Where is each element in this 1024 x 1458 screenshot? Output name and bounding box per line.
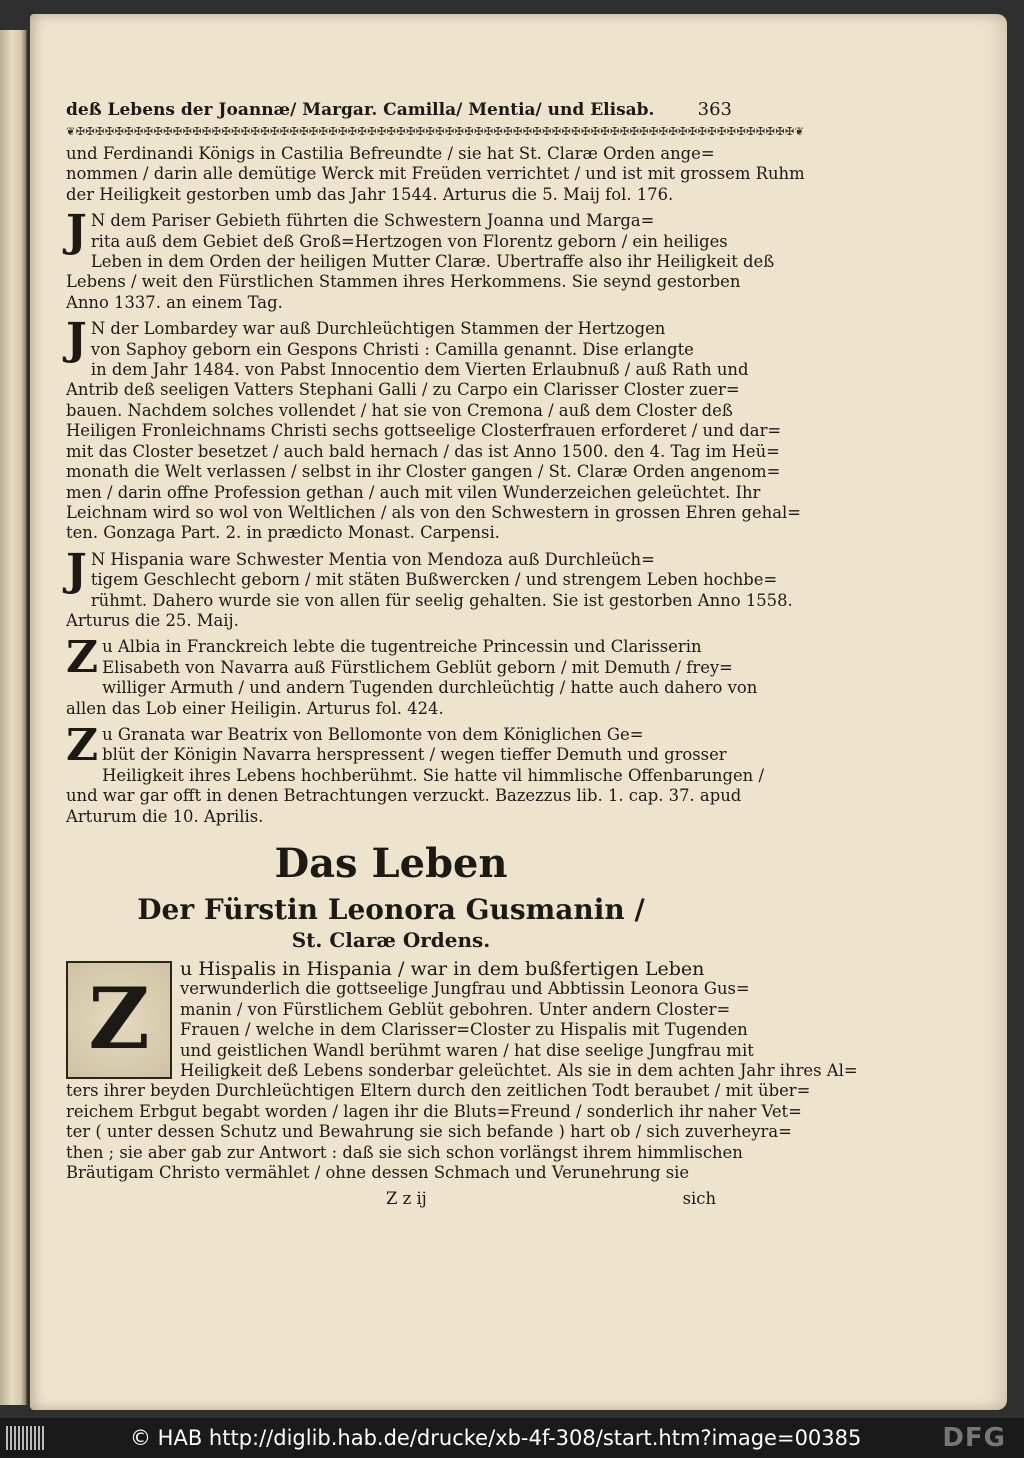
text-line: tigem Geschlecht geborn / mit stäten Bußwercken / und strengem Leben hochbe=: [90, 570, 778, 590]
text-line: rühmt. Dahero wurde sie von allen für seelig gehalten. Sie ist gestorben Anno 1558.: [90, 590, 793, 610]
text-line: ters ihrer beyden Durchleüchtigen Eltern durch den zeitlichen Todt beraubet / mit über=: [66, 1081, 811, 1101]
chapter-order: St. Claræ Ordens.: [291, 928, 491, 952]
text-line: Heiligkeit ihres Lebens hochberühmt. Sie hatte vil himmlische Offenbarungen /: [102, 765, 764, 785]
text-line: in dem Jahr 1484. von Pabst Innocentio dem Vierten Erlaubnuß / auß Rath und: [90, 360, 749, 380]
text-line: Leichnam wird so wol von Weltlichen / als von den Schwestern in grossen Ehren gehal=: [66, 502, 801, 522]
text-line: und Ferdinandi Königs in Castilia Befreundte / sie hat St. Claræ Orden ange=: [66, 144, 715, 163]
text-line: manin / von Fürstlichem Geblüt gebohren. Unter andern Closter=: [180, 999, 731, 1019]
running-head-title: deß Lebens der Joannæ/ Margar. Camilla/ Mentia/ und Elisab.: [66, 100, 655, 120]
barcode-icon: [6, 1426, 50, 1450]
dfg-logo: DFG: [942, 1423, 1006, 1453]
decorated-initial: Z: [66, 961, 172, 1079]
paragraph-camilla: [66, 314, 801, 543]
drop-initial: J: [66, 206, 87, 258]
text-line: Elisabeth von Navarra auß Fürstlichem Geblüt geborn / mit Demuth / frey=: [102, 657, 733, 677]
text-line: nommen / darin alle demütige Werck mit Freüden verrichtet / und ist mit grossem Ruhm: [66, 164, 805, 184]
text-line: u Albia in Franckreich lebte die tugentreiche Princessin und Clarisserin: [102, 637, 702, 657]
text-line: Antrib deß seeligen Vatters Stephani Galli / zu Carpo ein Clarisser Closter zuer=: [66, 380, 740, 400]
text-line: Anno 1337. an einem Tag.: [66, 292, 283, 312]
text-line: ter ( unter dessen Schutz und Bewahrung sie sich befande ) hart ob / sich zuverheyra=: [66, 1122, 792, 1142]
copyright-link[interactable]: © HAB http://diglib.hab.de/drucke/xb-4f-308/start.htm?image=00385: [130, 1426, 862, 1450]
paragraph-mentia: [66, 544, 793, 632]
paragraph-leonora: [66, 958, 858, 1183]
book-page: [30, 14, 1007, 1410]
signature-mark: Z z ij: [386, 1189, 427, 1209]
catchword: sich: [682, 1189, 716, 1209]
text-line: verwunderlich die gottseelige Jungfrau und Abbtissin Leonora Gus=: [180, 979, 750, 999]
page-content: [66, 99, 858, 1211]
drop-initial: J: [66, 544, 87, 596]
text-line: Arturum die 10. Aprilis.: [66, 806, 264, 826]
text-line: allen das Lob einer Heiligin. Arturus fol. 424.: [66, 698, 444, 718]
facing-page-edge: [0, 30, 27, 1405]
text-line: N dem Pariser Gebieth führten die Schwestern Joanna und Marga=: [90, 211, 655, 231]
page-number: 363: [697, 99, 732, 120]
text-line: rita auß dem Gebiet deß Groß=Hertzogen von Florentz geborn / ein heiliges: [90, 231, 728, 251]
drop-initial: J: [66, 314, 87, 366]
text-line: then ; sie aber gab zur Antwort : daß sie sich schon vorlängst ihrem himmlischen: [66, 1142, 743, 1162]
ornament-rule: ❦✠✠✠✠✠✠✠✠✠✠✠✠✠✠✠✠✠✠✠✠✠✠✠✠✠✠✠✠✠✠✠✠✠✠✠✠✠✠✠✠✠✠✠✠✠✠✠✠✠✠✠✠✠✠✠✠✠✠✠✠✠✠✠✠✠✠✠✠✠✠✠✠✠✠❦: [66, 125, 805, 138]
paragraph-joanna-margarita: [66, 206, 775, 313]
paragraph-elisabeth: [66, 632, 758, 719]
text-line: u Hispalis in Hispania / war in dem bußfertigen Leben: [180, 958, 705, 980]
text-line: men / darin offne Profession gethan / auch mit vilen Wunderzeichen geleüchtet. Ihr: [66, 482, 761, 502]
text-line: Arturus die 25. Maij.: [66, 610, 239, 630]
text-line: blüt der Königin Navarra herspressent / wegen tieffer Demuth und grosser: [102, 745, 727, 765]
text-line: N Hispania ware Schwester Mentia von Mendoza auß Durchleüch=: [90, 549, 655, 569]
chapter-subtitle: Der Fürstin Leonora Gusmanin /: [137, 893, 645, 926]
drop-initial: Z: [66, 632, 99, 684]
drop-initial: Z: [66, 719, 99, 771]
text-line: der Heiligkeit gestorben umb das Jahr 1544. Arturus die 5. Maij fol. 176.: [66, 184, 674, 204]
text-line: N der Lombardey war auß Durchleüchtigen Stammen der Hertzogen: [90, 319, 666, 339]
text-line: von Saphoy geborn ein Gespons Christi : Camilla genannt. Dise erlangte: [90, 339, 694, 359]
text-line: und geistlichen Wandl berühmt waren / hat dise seelige Jungfrau mit: [180, 1040, 754, 1060]
text-line: und war gar offt in denen Betrachtungen verzuckt. Bazezzus lib. 1. cap. 37. apud: [66, 786, 742, 806]
text-line: Bräutigam Christo vermählet / ohne dessen Schmach und Verunehrung sie: [66, 1163, 690, 1183]
text-line: williger Armuth / und andern Tugenden durchleüchtig / hatte auch dahero von: [102, 678, 758, 698]
paragraph-continuation: [66, 144, 805, 205]
chapter-title: Das Leben: [274, 840, 508, 887]
text-line: Leben in dem Orden der heiligen Mutter Claræ. Ubertraffe also ihr Heiligkeit deß: [90, 252, 775, 272]
text-line: monath die Welt verlassen / selbst in ihr Closter gangen / St. Claræ Orden angenom=: [66, 462, 781, 482]
text-line: Heiligkeit deß Lebens sonderbar geleüchtet. Als sie in dem achten Jahr ihres Al=: [180, 1061, 858, 1081]
running-head: [66, 99, 732, 126]
text-line: Heiligen Fronleichnams Christi sechs gottseelige Closterfrauen erforderet / und dar=: [66, 421, 782, 441]
text-line: Frauen / welche in dem Clarisser=Closter zu Hispalis mit Tugenden: [180, 1020, 748, 1040]
text-line: u Granata war Beatrix von Bellomonte von dem Königlichen Ge=: [102, 724, 644, 744]
paragraph-beatrix: [66, 719, 764, 827]
text-line: Lebens / weit den Fürstlichen Stammen ihres Herkommens. Sie seynd gestorben: [66, 272, 741, 292]
text-line: reichem Erbgut begabt worden / lagen ihr die Bluts=Freund / sonderlich ihr naher Vet=: [66, 1101, 802, 1121]
page-footer-marks: [66, 1189, 716, 1211]
text-line: mit das Closter besetzet / auch bald hernach / das ist Anno 1500. den 4. Tag im Heü=: [66, 441, 780, 461]
footer-bar: [0, 1418, 1024, 1458]
text-line: bauen. Nachdem solches vollendet / hat sie von Cremona / auß dem Closter deß: [66, 400, 733, 420]
text-line: ten. Gonzaga Part. 2. in prædicto Monast. Carpensi.: [66, 523, 500, 543]
